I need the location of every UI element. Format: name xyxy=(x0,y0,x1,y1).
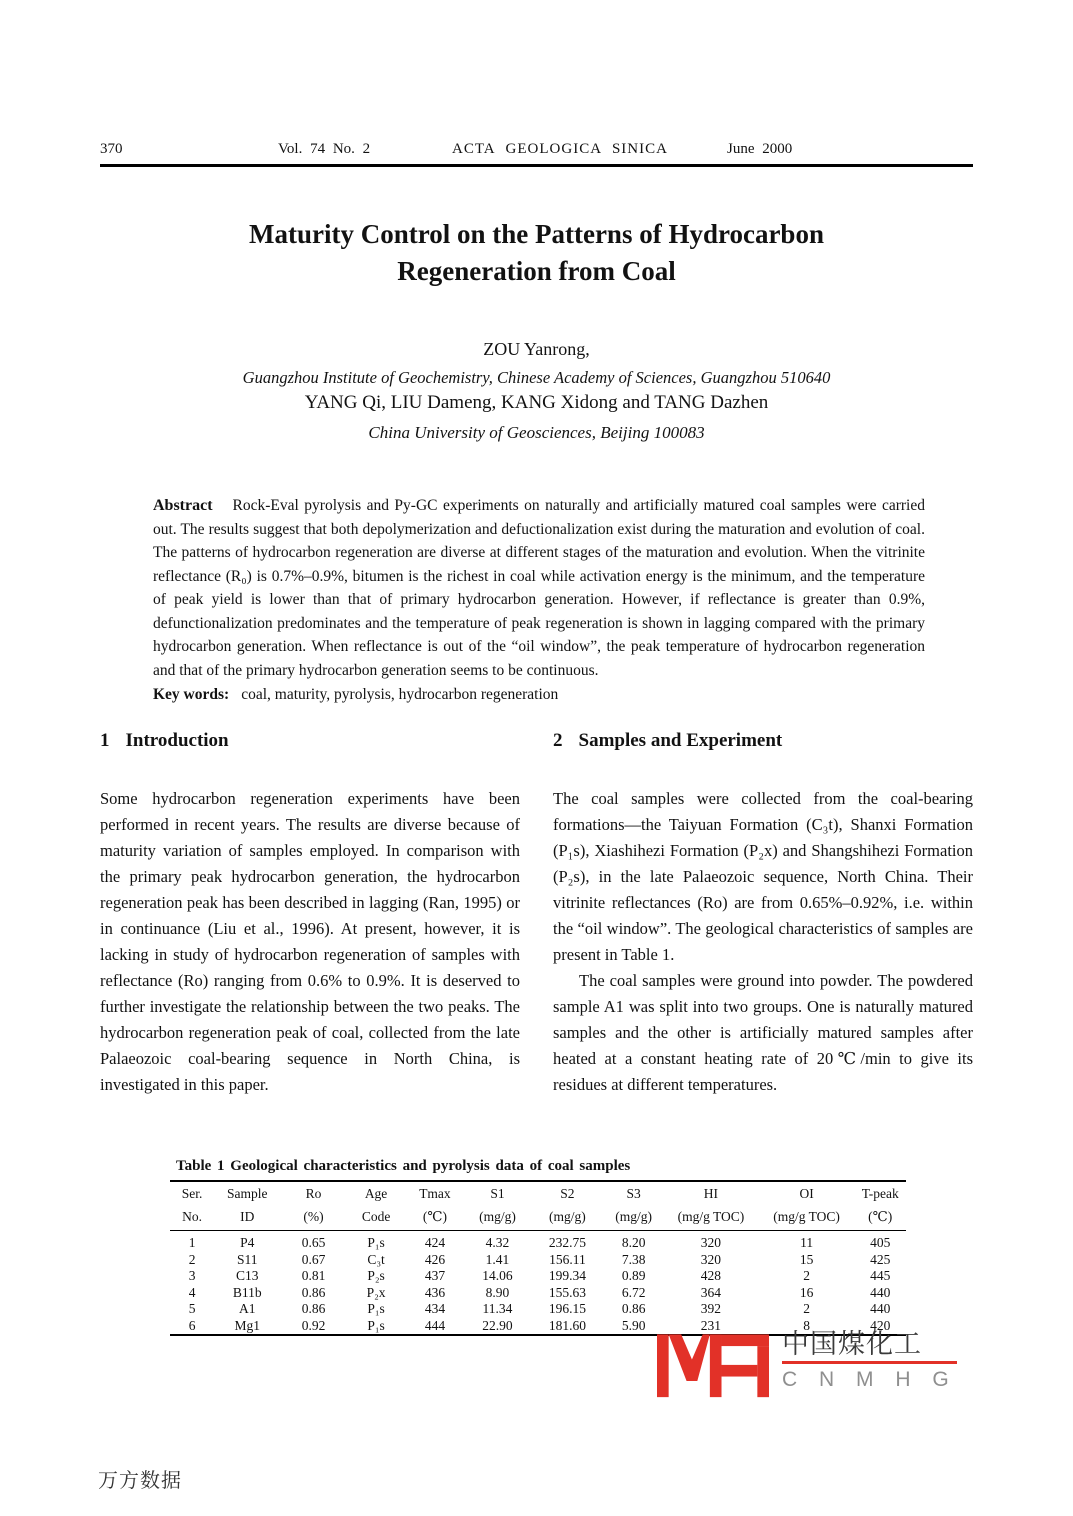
section-paragraph: The coal samples were ground into powder. The powdered sample A1 was split into two groups. One is naturally matured samples and the other is artificially matured samples after heated at a constant heating rate of 20℃/min to give its residues at different temperatures. xyxy=(553,971,973,1094)
section-number: 2 xyxy=(553,730,563,751)
table-cell: 22.90 xyxy=(482,1317,513,1333)
table-cell: 11 xyxy=(800,1235,814,1250)
table-cell: 6.72 xyxy=(621,1284,646,1300)
table-cell: 4.32 xyxy=(485,1235,510,1250)
table-cell: Mg1 xyxy=(234,1317,261,1333)
table-header-cell: Code xyxy=(347,1205,406,1231)
table-header-cell: S3 xyxy=(626,1186,641,1201)
table-cell: 199.34 xyxy=(548,1268,586,1283)
table-cell: 5 xyxy=(188,1301,196,1316)
section-paragraph: Some hydrocarbon regeneration experiments have been performed in recent years. The results are diverse because of maturity variation of samples employed. In comparison with the primary peak hydrocarbon generation, the hydrocarbon regeneration peak has been described in lagging (Ran, 1995) or in continuance (Liu et al., 1996). At present, however, it is lacking in study of hydrocarbon regeneration of samples with reflectance (Ro) ranging from 0.6% to 0.9%. It is deserved to further investigate the relationship between the two peaks. The hydrocarbon regeneration peak of coal, collected from the late Palaeozoic coal-bearing sequence in North China, is investigated in this paper. xyxy=(100,789,520,1094)
table-cell: C13 xyxy=(236,1268,259,1283)
table-cell: 2 xyxy=(803,1268,810,1283)
table-cell: 15 xyxy=(799,1251,814,1267)
column-left xyxy=(100,729,520,1098)
table-header-cell: (mg/g TOC) xyxy=(663,1205,759,1231)
table-cell: 405 xyxy=(870,1235,891,1250)
table-cell: S11 xyxy=(237,1251,258,1267)
table-cell: 16 xyxy=(799,1284,814,1300)
table-header-row xyxy=(170,1205,906,1231)
table-cell: 364 xyxy=(700,1284,722,1300)
section-heading-samples xyxy=(553,729,973,753)
issue-date: June 2000 xyxy=(727,141,793,157)
table-cell: 440 xyxy=(870,1284,891,1300)
table-cell: 2 xyxy=(803,1301,810,1316)
table-cell: 4 xyxy=(188,1284,196,1300)
table-cell: 0.86 xyxy=(621,1301,646,1316)
table-cell: 426 xyxy=(424,1251,446,1267)
table-cell: 425 xyxy=(870,1251,891,1267)
section-title: Introduction xyxy=(125,730,229,751)
table-cell: 8.20 xyxy=(621,1235,646,1250)
table-cell: 5.90 xyxy=(621,1317,646,1333)
table-cell: 0.86 xyxy=(301,1284,326,1300)
geological-data-table xyxy=(170,1180,906,1336)
running-header xyxy=(100,141,973,161)
table-cell: 320 xyxy=(700,1251,722,1267)
table-header-cell: Ro xyxy=(305,1186,322,1201)
table-header-cell: T-peak xyxy=(861,1186,899,1201)
table-header-cell: Tmax xyxy=(419,1186,451,1201)
table-cell: 0.89 xyxy=(621,1268,646,1283)
table-header-cell: ID xyxy=(214,1205,280,1231)
table-cell: 424 xyxy=(424,1235,446,1250)
table-header-cell: OI xyxy=(799,1186,814,1201)
keywords-label: Key words: xyxy=(153,686,230,703)
section-heading-introduction xyxy=(100,729,520,753)
section-title: Samples and Experiment xyxy=(578,730,783,751)
journal-volume: Vol. 74 No. 2 xyxy=(278,141,371,157)
table-header-cell: Ser. xyxy=(181,1186,203,1201)
author-names: YANG Qi, LIU Dameng, KANG Xidong and TANG Dazhen xyxy=(304,392,769,413)
section-number: 1 xyxy=(100,730,110,751)
table-body xyxy=(170,1231,906,1336)
logo-red-underline xyxy=(782,1361,957,1364)
cnmhg-logo xyxy=(657,1329,957,1404)
header-rule xyxy=(100,164,973,167)
table-cell: P₁s xyxy=(367,1317,385,1333)
table-cell: 392 xyxy=(700,1301,722,1316)
table-header-cell: (mg/g TOC) xyxy=(759,1205,855,1231)
table-cell: 7.38 xyxy=(621,1251,646,1267)
table-cell: B11b xyxy=(232,1284,262,1300)
section-paragraph: The coal samples were collected from the coal-bearing formations—the Taiyuan Formation (C₃t), Shanxi Formation (P₁s), Xiashihezi Formation (P₂x) and Shangshihezi Formation (P₂s), in the late Palaeozoic sequence, North China. Their vitrinite reflectances (Ro) are from 0.65%–0.92%, i.e. within the “oil window”. The geological characteristics of samples are present in Table 1. xyxy=(553,789,973,964)
wanfang-watermark: 万方数据 xyxy=(98,1470,182,1492)
logo-latin-name: C N M H G xyxy=(782,1368,957,1391)
logo-chinese-name: 中国煤化工 xyxy=(782,1329,922,1359)
table-row xyxy=(170,1285,906,1302)
keywords-text: coal, maturity, pyrolysis, hydrocarbon regeneration xyxy=(241,686,559,703)
table-cell: 155.63 xyxy=(548,1284,586,1300)
table-header xyxy=(170,1181,906,1231)
author-name: ZOU Yanrong, xyxy=(483,339,590,359)
table-row xyxy=(170,1268,906,1285)
table-cell: 420 xyxy=(870,1317,891,1333)
table-cell: 14.06 xyxy=(482,1268,513,1283)
table-cell: 181.60 xyxy=(548,1317,586,1333)
table-cell: 8 xyxy=(803,1317,810,1333)
abstract xyxy=(153,494,925,682)
table-header-cell: (mg/g) xyxy=(531,1205,605,1231)
author-affiliation: China University of Geosciences, Beijing 100083 xyxy=(368,423,705,442)
table-cell: 232.75 xyxy=(548,1235,586,1250)
table-cell: 428 xyxy=(700,1268,722,1283)
table-row xyxy=(170,1252,906,1269)
table-cell: P₂s xyxy=(367,1268,385,1283)
table-cell: 11.34 xyxy=(482,1301,513,1316)
table-cell: 436 xyxy=(424,1284,446,1300)
table-header-cell: S1 xyxy=(490,1186,505,1201)
column-right xyxy=(553,729,973,1098)
page-number: 370 xyxy=(100,141,123,157)
table-header-cell: S2 xyxy=(560,1186,575,1201)
paper-title-line2: Regeneration from Coal xyxy=(397,256,676,286)
table-cell: 0.65 xyxy=(301,1235,326,1250)
table-cell: P₂x xyxy=(366,1284,386,1300)
table-cell: P₁s xyxy=(367,1235,385,1250)
table-cell: P4 xyxy=(240,1235,255,1250)
table-cell: 231 xyxy=(700,1317,722,1333)
table-cell: 6 xyxy=(188,1317,196,1333)
table-title: Table 1 Geological characteristics and pyrolysis data of coal samples xyxy=(176,1158,631,1174)
table-header-cell: (mg/g) xyxy=(604,1205,663,1231)
table-cell: 3 xyxy=(188,1268,196,1283)
table-cell: P₁s xyxy=(367,1301,385,1316)
table-header-cell: No. xyxy=(170,1205,214,1231)
table-cell: 0.81 xyxy=(301,1268,326,1283)
table-cell: A1 xyxy=(239,1301,256,1316)
table-cell: 156.11 xyxy=(549,1251,586,1267)
abstract-text: Rock-Eval pyrolysis and Py-GC experiments on naturally and artificially matured coal samples were carried out. The results suggest that both depolymerization and defuctionalization exist during the maturation and evolution of coal. The patterns of hydrocarbon regeneration are diverse at different stages of the maturation and evolution. When the vitrinite reflectance (R₀) is 0.7%–0.9%, bitumen is the richest in coal while activation energy is the minimum, and the temperature of peak yield is lower than that of primary hydrocarbon generation. However, if reflectance is greater than 0.9%, defunctionalization predominates and the temperature of peak regeneration is shown in lagging compared with the primary hydrocarbon generation. When reflectance is out of the “oil window”, the peak temperature of hydrocarbon regeneration and that of the primary hydrocarbon generation seems to be continuous. xyxy=(153,497,925,679)
table-cell: 0.67 xyxy=(301,1251,326,1267)
table-cell: 2 xyxy=(188,1251,196,1267)
table-cell: 445 xyxy=(870,1268,891,1283)
table-row xyxy=(170,1231,906,1252)
cnmhg-monogram-icon xyxy=(657,1329,769,1404)
table-header-cell: (℃) xyxy=(406,1205,465,1231)
table-cell: 8.90 xyxy=(485,1284,510,1300)
table-header-cell: Sample xyxy=(227,1186,268,1201)
keywords xyxy=(153,686,925,704)
table-cell: 1.41 xyxy=(485,1251,510,1267)
table-header-cell: (℃) xyxy=(854,1205,906,1231)
table-cell: 437 xyxy=(424,1268,446,1283)
table-row xyxy=(170,1301,906,1318)
table-cell: 196.15 xyxy=(548,1301,586,1316)
abstract-label: Abstract xyxy=(153,497,213,514)
table-1-block xyxy=(170,1158,906,1336)
author-affiliation: Guangzhou Institute of Geochemistry, Chinese Academy of Sciences, Guangzhou 510640 xyxy=(242,368,831,387)
table-header-cell: HI xyxy=(703,1186,719,1201)
table-cell: 440 xyxy=(870,1301,891,1316)
table-cell: 1 xyxy=(188,1235,196,1250)
table-header-cell: (mg/g) xyxy=(464,1205,530,1231)
table-cell: 0.92 xyxy=(301,1317,326,1333)
table-cell: C₃t xyxy=(367,1251,385,1267)
table-cell: 444 xyxy=(424,1317,446,1333)
table-cell: 434 xyxy=(424,1301,446,1316)
table-cell: 320 xyxy=(700,1235,722,1250)
table-header-row xyxy=(170,1181,906,1205)
paper-title xyxy=(0,216,1073,290)
journal-name: ACTA GEOLOGICA SINICA xyxy=(452,141,668,157)
table-cell: 0.86 xyxy=(301,1301,326,1316)
body-columns xyxy=(100,729,973,1098)
table-header-cell: (%) xyxy=(280,1205,346,1231)
cnmhg-logo-text xyxy=(782,1329,957,1392)
table-header-cell: Age xyxy=(364,1186,388,1201)
paper-title-line1: Maturity Control on the Patterns of Hydrocarbon xyxy=(249,219,824,249)
